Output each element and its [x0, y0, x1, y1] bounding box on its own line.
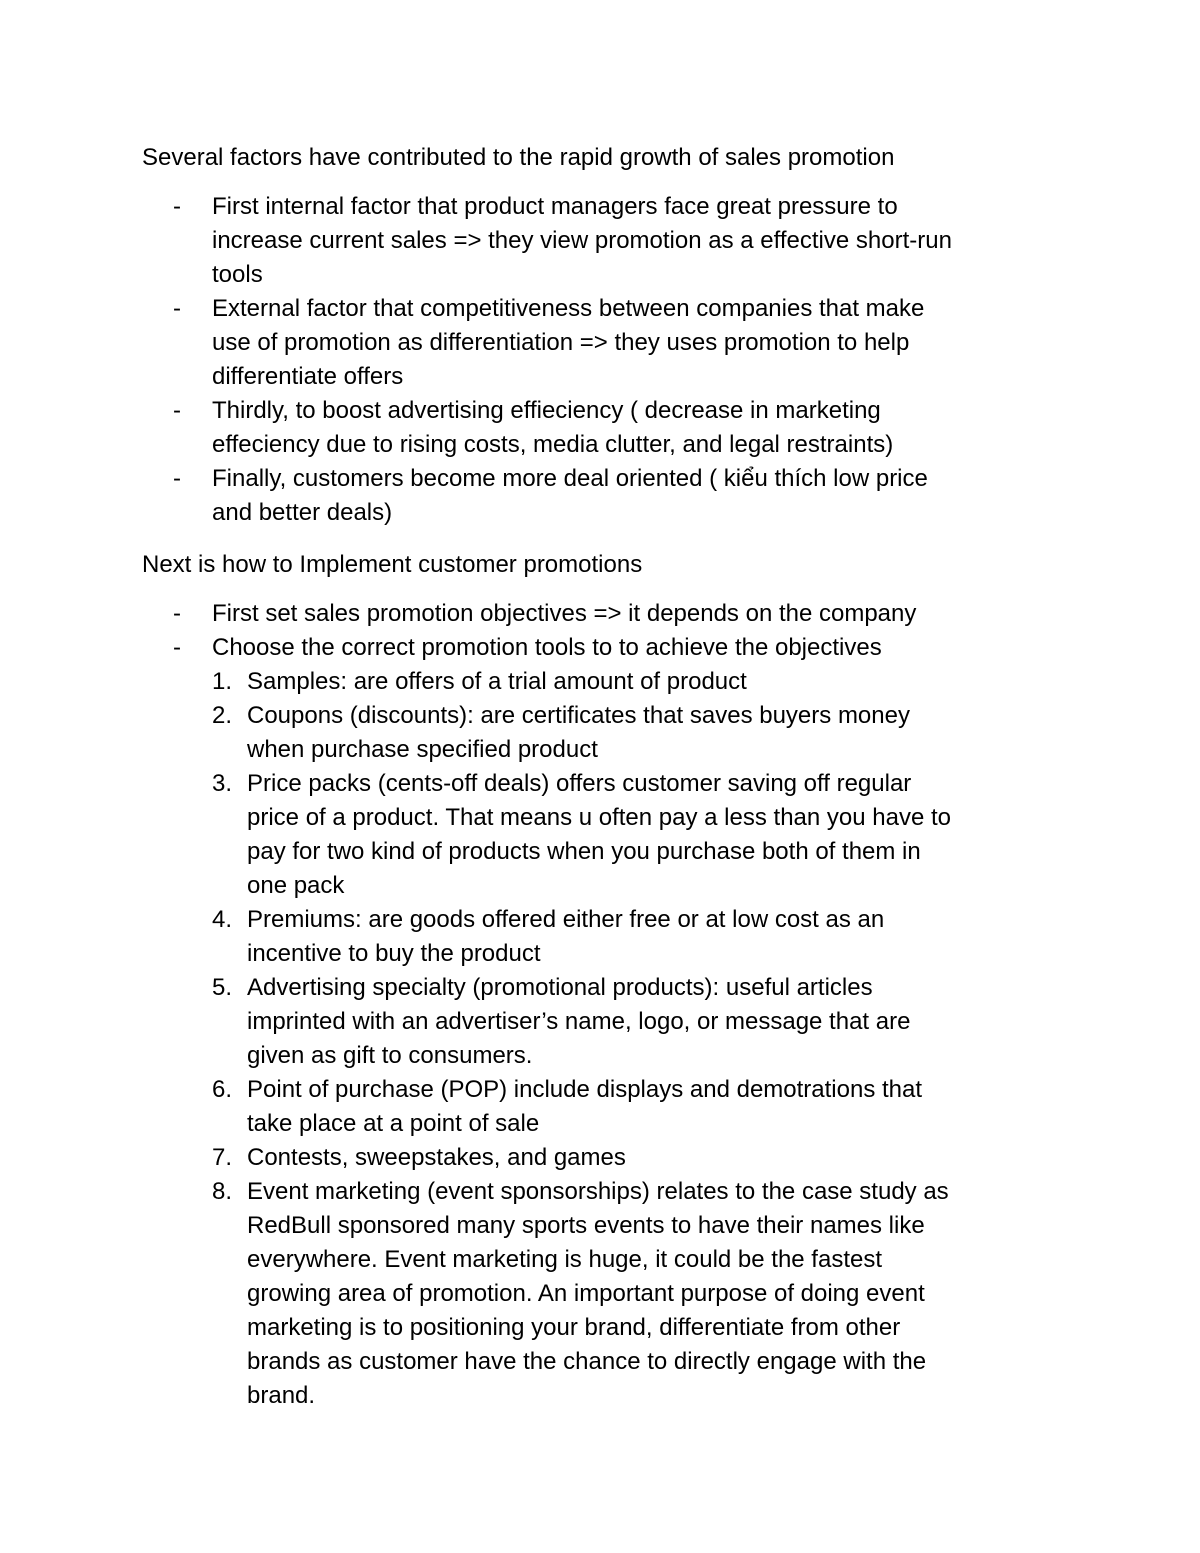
list-item: [0, 1073, 1072, 1141]
number-marker: 2.: [212, 702, 233, 729]
number-marker: 1.: [212, 668, 233, 695]
list-item: [0, 292, 1072, 394]
list-item-line: Finally, customers become more deal oriented ( kiểu thích low price: [212, 465, 928, 492]
list-item-line: pay for two kind of products when you purchase both of them in: [247, 838, 921, 865]
list-item: [0, 394, 1072, 462]
list-item-line: Advertising specialty (promotional products): useful articles: [247, 974, 873, 1001]
list-item-line: Event marketing (event sponsorships) relates to the case study as: [247, 1178, 949, 1205]
list-item-line: use of promotion as differentiation => they uses promotion to help: [212, 329, 910, 356]
bullet-marker: -: [173, 465, 181, 492]
list-item-line: marketing is to positioning your brand, differentiate from other: [247, 1314, 901, 1341]
list-item: [0, 767, 1072, 903]
list-item-line: effeciency due to rising costs, media clutter, and legal restraints): [212, 431, 894, 458]
list-item: [0, 903, 1072, 971]
list-item-line: imprinted with an advertiser’s name, logo, or message that are: [247, 1008, 911, 1035]
number-marker: 4.: [212, 906, 233, 933]
list-item-line: RedBull sponsored many sports events to have their names like: [247, 1212, 925, 1239]
list-item: [0, 1175, 1072, 1413]
list-item-line: when purchase specified product: [247, 736, 598, 763]
list-item-line: incentive to buy the product: [247, 940, 541, 967]
growth-factors-list: [0, 190, 1072, 530]
list-item-line: Premiums: are goods offered either free or at low cost as an: [247, 906, 885, 933]
list-item-line: Point of purchase (POP) include displays and demotrations that: [247, 1076, 923, 1103]
list-item-line: differentiate offers: [212, 363, 404, 390]
list-item: [0, 190, 1072, 292]
list-item-line: External factor that competitiveness between companies that make: [212, 295, 925, 322]
list-item-line: everywhere. Event marketing is huge, it could be the fastest: [247, 1246, 883, 1273]
list-item-line: brands as customer have the chance to directly engage with the: [247, 1348, 927, 1375]
implement-heading: Next is how to Implement customer promotions: [142, 551, 643, 578]
list-item-line: Coupons (discounts): are certificates that saves buyers money: [247, 702, 910, 729]
list-item-line: increase current sales => they view promotion as a effective short-run: [212, 227, 952, 254]
list-item-line: First set sales promotion objectives => it depends on the company: [212, 600, 917, 627]
bullet-marker: -: [173, 634, 181, 661]
list-item: [0, 631, 1072, 665]
list-item-line: given as gift to consumers.: [247, 1042, 533, 1069]
list-item: [0, 1141, 1072, 1175]
list-item-line: take place at a point of sale: [247, 1110, 540, 1137]
list-item-line: Choose the correct promotion tools to to achieve the objectives: [212, 634, 882, 661]
promotion-tools-list: [0, 665, 1072, 1413]
list-item-line: Contests, sweepstakes, and games: [247, 1144, 626, 1171]
implementation-steps-list: [0, 597, 1072, 665]
list-item-line: Samples: are offers of a trial amount of product: [247, 668, 747, 695]
bullet-marker: -: [173, 193, 181, 220]
list-item-line: price of a product. That means u often pay a less than you have to: [247, 804, 951, 831]
intro-heading: Several factors have contributed to the rapid growth of sales promotion: [142, 144, 895, 171]
number-marker: 6.: [212, 1076, 233, 1103]
list-item-line: Thirdly, to boost advertising effieciency ( decrease in marketing: [212, 397, 881, 424]
list-item: [0, 971, 1072, 1073]
list-item-line: growing area of promotion. An important purpose of doing event: [247, 1280, 925, 1307]
list-item-line: tools: [212, 261, 263, 288]
list-item-line: brand.: [247, 1382, 316, 1409]
list-item-line: Price packs (cents-off deals) offers customer saving off regular: [247, 770, 912, 797]
number-marker: 7.: [212, 1144, 233, 1171]
list-item-line: and better deals): [212, 499, 393, 526]
number-marker: 5.: [212, 974, 233, 1001]
list-item: [0, 665, 1072, 699]
list-item: [0, 462, 1072, 530]
number-marker: 8.: [212, 1178, 233, 1205]
list-item: [0, 699, 1072, 767]
bullet-marker: -: [173, 397, 181, 424]
list-item-line: one pack: [247, 872, 345, 899]
list-item-line: First internal factor that product managers face great pressure to: [212, 193, 898, 220]
list-item: [0, 597, 1072, 631]
bullet-marker: -: [173, 600, 181, 627]
number-marker: 3.: [212, 770, 233, 797]
bullet-marker: -: [173, 295, 181, 322]
